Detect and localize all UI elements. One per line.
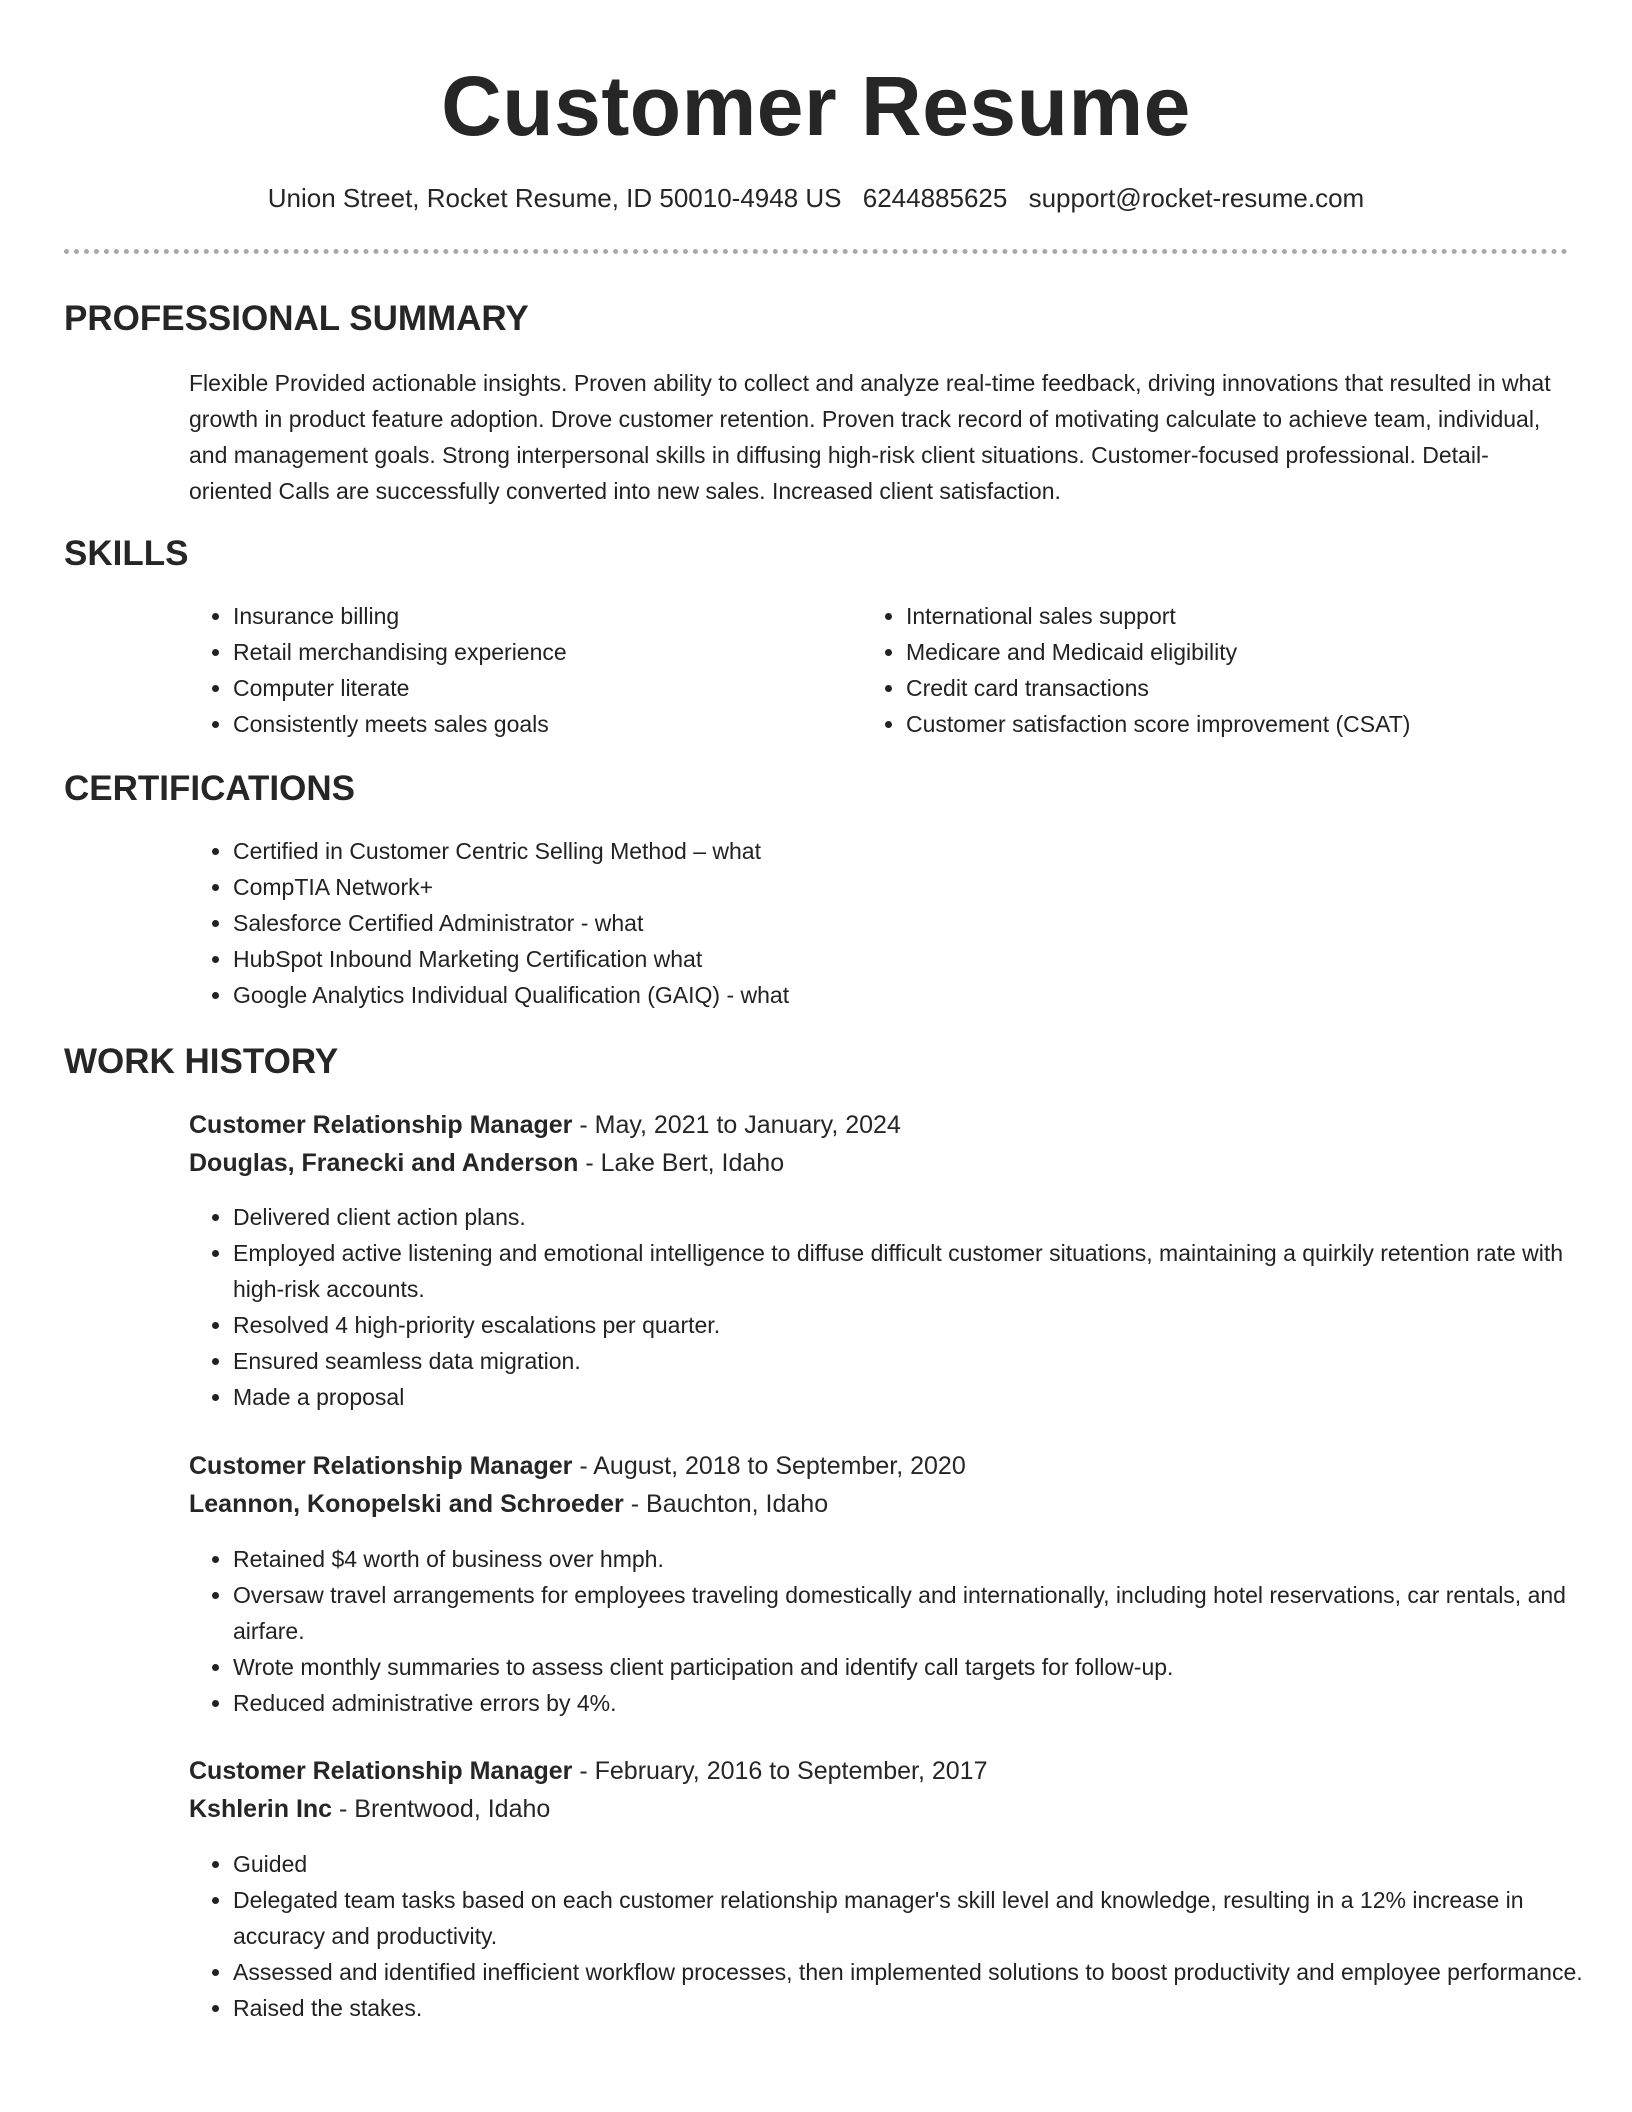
- job-dates: - May, 2021 to January, 2024: [572, 1111, 901, 1139]
- job-company-line: [189, 1790, 1569, 1828]
- job-bullet: • Assessed and identified inefficient workflow processes, then implemented solutions to boost productivity and employee performance.: [233, 1954, 1613, 1990]
- contact-email: support@rocket-resume.com: [1028, 183, 1365, 213]
- job-bullet: • Wrote monthly summaries to assess client participation and identify call targets for follow-up.: [233, 1649, 1613, 1685]
- job-location: - Lake Bert, Idaho: [578, 1149, 785, 1177]
- job-dates: - August, 2018 to September, 2020: [572, 1452, 966, 1480]
- skill-item: • Computer literate: [233, 670, 853, 706]
- skills-heading: SKILLS: [64, 534, 189, 573]
- job-role: Customer Relationship Manager: [189, 1757, 573, 1785]
- contact-phone: 6244885625: [862, 183, 1008, 213]
- contact-address: Union Street, Rocket Resume, ID 50010-4948 US: [267, 183, 842, 213]
- job-title-line: [189, 1447, 1569, 1485]
- skill-item: • Insurance billing: [233, 598, 853, 634]
- certification-item: • CompTIA Network+: [233, 869, 1593, 905]
- job-bullet: • Raised the stakes.: [233, 1990, 1613, 2026]
- certification-item: • HubSpot Inbound Marketing Certification what: [233, 941, 1593, 977]
- contact-line: [64, 180, 1568, 216]
- summary-heading: PROFESSIONAL SUMMARY: [64, 299, 529, 338]
- skill-item: • Retail merchandising experience: [233, 634, 853, 670]
- skills-list-right: [862, 598, 1606, 742]
- job-bullet: • Employed active listening and emotional intelligence to diffuse difficult customer situations, maintaining a quirkily retention rate with high-risk accounts.: [233, 1235, 1613, 1307]
- job-company: Kshlerin Inc: [189, 1795, 333, 1823]
- job-dates: - February, 2016 to September, 2017: [572, 1757, 988, 1785]
- job-bullets: [189, 1199, 1613, 1415]
- certifications-heading: CERTIFICATIONS: [64, 769, 356, 808]
- job-title-line: [189, 1106, 1569, 1144]
- job-bullet: • Oversaw travel arrangements for employees traveling domestically and internationally, including hotel reservations, car rentals, and airfare.: [233, 1577, 1613, 1649]
- job-company-line: [189, 1144, 1569, 1182]
- certification-item: • Certified in Customer Centric Selling Method – what: [233, 833, 1593, 869]
- job-bullet: • Retained $4 worth of business over hmph.: [233, 1541, 1613, 1577]
- skill-item: • Consistently meets sales goals: [233, 706, 853, 742]
- job-bullet: • Delegated team tasks based on each customer relationship manager's skill level and knowledge, resulting in a 12% increase in accuracy and productivity.: [233, 1882, 1613, 1954]
- job-location: - Brentwood, Idaho: [332, 1795, 551, 1823]
- job-location: - Bauchton, Idaho: [623, 1490, 829, 1518]
- job-company: Leannon, Konopelski and Schroeder: [189, 1490, 624, 1518]
- skills-list-left: [189, 598, 853, 742]
- summary-text: Flexible Provided actionable insights. Proven ability to collect and analyze real-time feedback, driving innovations that resulted in what growth in product feature adoption. Drove customer retention. Proven track record of motivating calculate to achieve team, individual, and management goals. Strong interpersonal skills in diffusing high-risk client situations. Customer-focused professional. Detail-oriented Calls are successfully converted into new sales. Increased client satisfaction.: [189, 370, 1551, 504]
- skill-item: • Credit card transactions: [906, 670, 1606, 706]
- certification-item: • Google Analytics Individual Qualification (GAIQ) - what: [233, 977, 1593, 1013]
- job-bullets: [189, 1846, 1613, 2026]
- job-company: Douglas, Franecki and Anderson: [189, 1149, 579, 1177]
- job-bullet: • Resolved 4 high-priority escalations per quarter.: [233, 1307, 1613, 1343]
- job-bullet: • Guided: [233, 1846, 1613, 1882]
- certifications-list: [189, 833, 1593, 1013]
- job-bullet: • Reduced administrative errors by 4%.: [233, 1685, 1613, 1721]
- skill-item: • International sales support: [906, 598, 1606, 634]
- job-bullet: • Made a proposal: [233, 1379, 1613, 1415]
- job-bullets: [189, 1541, 1613, 1721]
- candidate-name: Customer Resume: [441, 59, 1191, 153]
- skill-item: • Medicare and Medicaid eligibility: [906, 634, 1606, 670]
- job-title-line: [189, 1752, 1569, 1790]
- skill-item: • Customer satisfaction score improvement (CSAT): [906, 706, 1606, 742]
- job-role: Customer Relationship Manager: [189, 1452, 573, 1480]
- job-role: Customer Relationship Manager: [189, 1111, 573, 1139]
- job-company-line: [189, 1485, 1569, 1523]
- header-divider: [64, 249, 1568, 254]
- job-bullet: • Delivered client action plans.: [233, 1199, 1613, 1235]
- certification-item: • Salesforce Certified Administrator - what: [233, 905, 1593, 941]
- job-bullet: • Ensured seamless data migration.: [233, 1343, 1613, 1379]
- work-history-heading: WORK HISTORY: [64, 1042, 339, 1081]
